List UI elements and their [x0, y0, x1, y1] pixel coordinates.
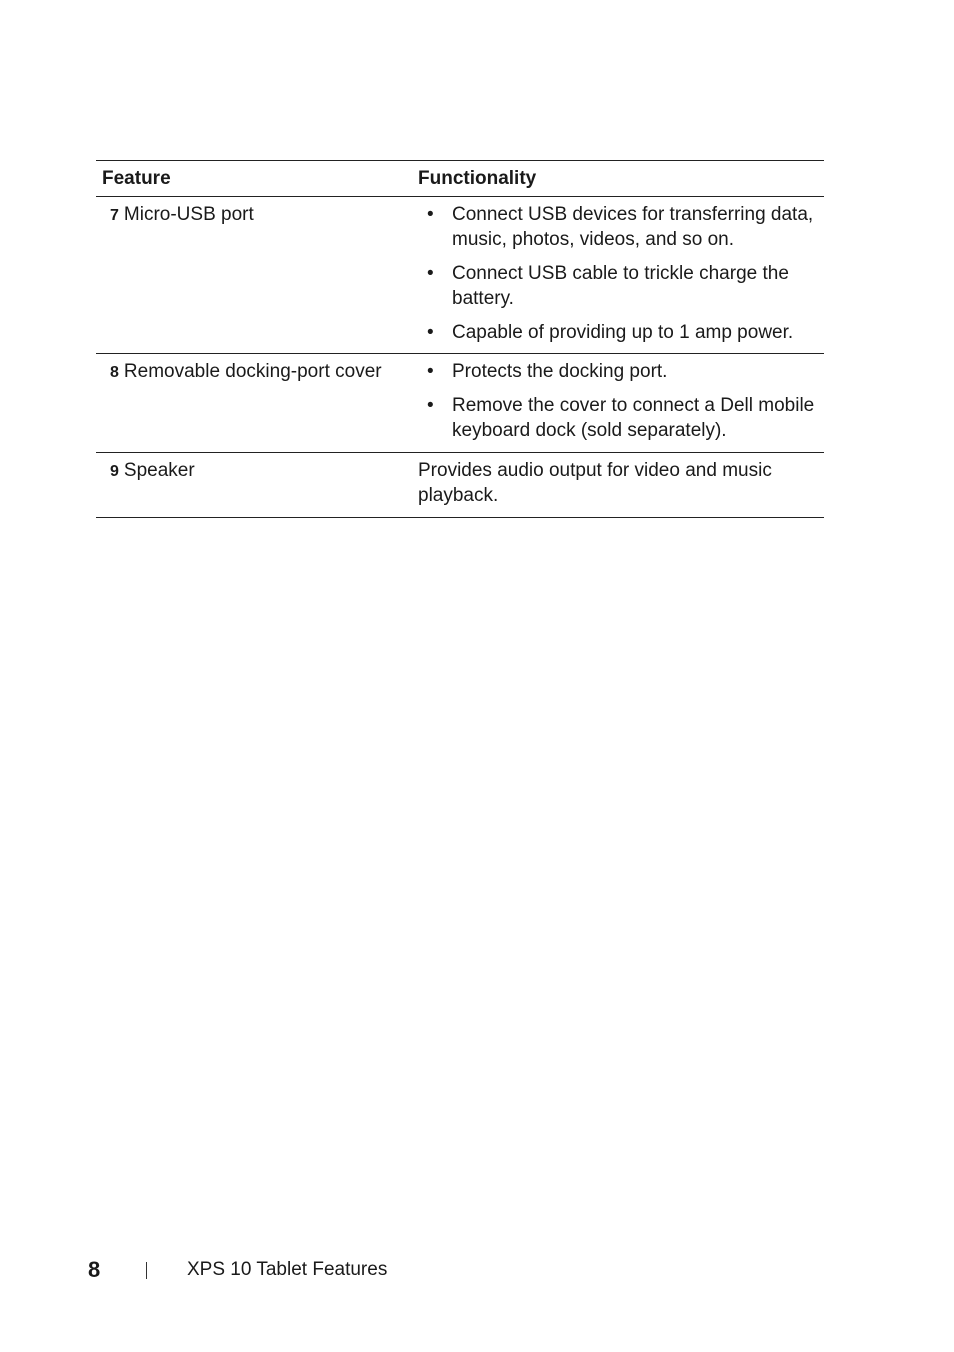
bullet-icon: • [427, 204, 434, 225]
functionality-cell [418, 202, 824, 345]
list-item [427, 359, 824, 384]
feature-cell [96, 359, 418, 443]
functionality-cell [418, 458, 824, 508]
list-item [427, 202, 824, 252]
bullet-text: Connect USB devices for transferring data, music, photos, videos, and so on. [452, 204, 814, 250]
feature-cell [96, 458, 418, 508]
table-row [96, 197, 824, 354]
functionality-cell [418, 359, 824, 443]
header-functionality: Functionality [418, 167, 537, 189]
section-title: XPS 10 Tablet Features [187, 1259, 388, 1280]
bullet-text: Remove the cover to connect a Dell mobile keyboard dock (sold separately). [452, 395, 815, 441]
list-item [427, 320, 824, 345]
table-row [96, 453, 824, 517]
feature-cell [96, 202, 418, 345]
bullet-text: Protects the docking port. [452, 361, 668, 382]
feature-table [96, 160, 824, 518]
bullet-icon: • [427, 361, 434, 382]
list-item [427, 393, 824, 443]
bullet-text: Connect USB cable to trickle charge the battery. [452, 263, 789, 309]
bullet-list [418, 359, 824, 443]
feature-number: 8 [110, 364, 119, 381]
feature-number: 9 [110, 463, 119, 480]
page-footer [88, 1255, 387, 1285]
table-row [96, 354, 824, 453]
footer-divider [146, 1262, 147, 1279]
feature-name: Removable docking-port cover [123, 361, 382, 382]
table-header-row [96, 161, 824, 197]
feature-name: Micro-USB port [123, 204, 254, 225]
bullet-text: Capable of providing up to 1 amp power. [452, 322, 794, 343]
bullet-icon: • [427, 263, 434, 284]
functionality-text: Provides audio output for video and music playback. [418, 460, 772, 506]
feature-number: 7 [110, 207, 119, 224]
bullet-icon: • [427, 322, 434, 343]
list-item [427, 261, 824, 311]
bullet-list [418, 202, 824, 345]
feature-name: Speaker [123, 460, 195, 481]
page-number: 8 [88, 1257, 101, 1282]
bullet-icon: • [427, 395, 434, 416]
header-feature: Feature [102, 167, 171, 189]
